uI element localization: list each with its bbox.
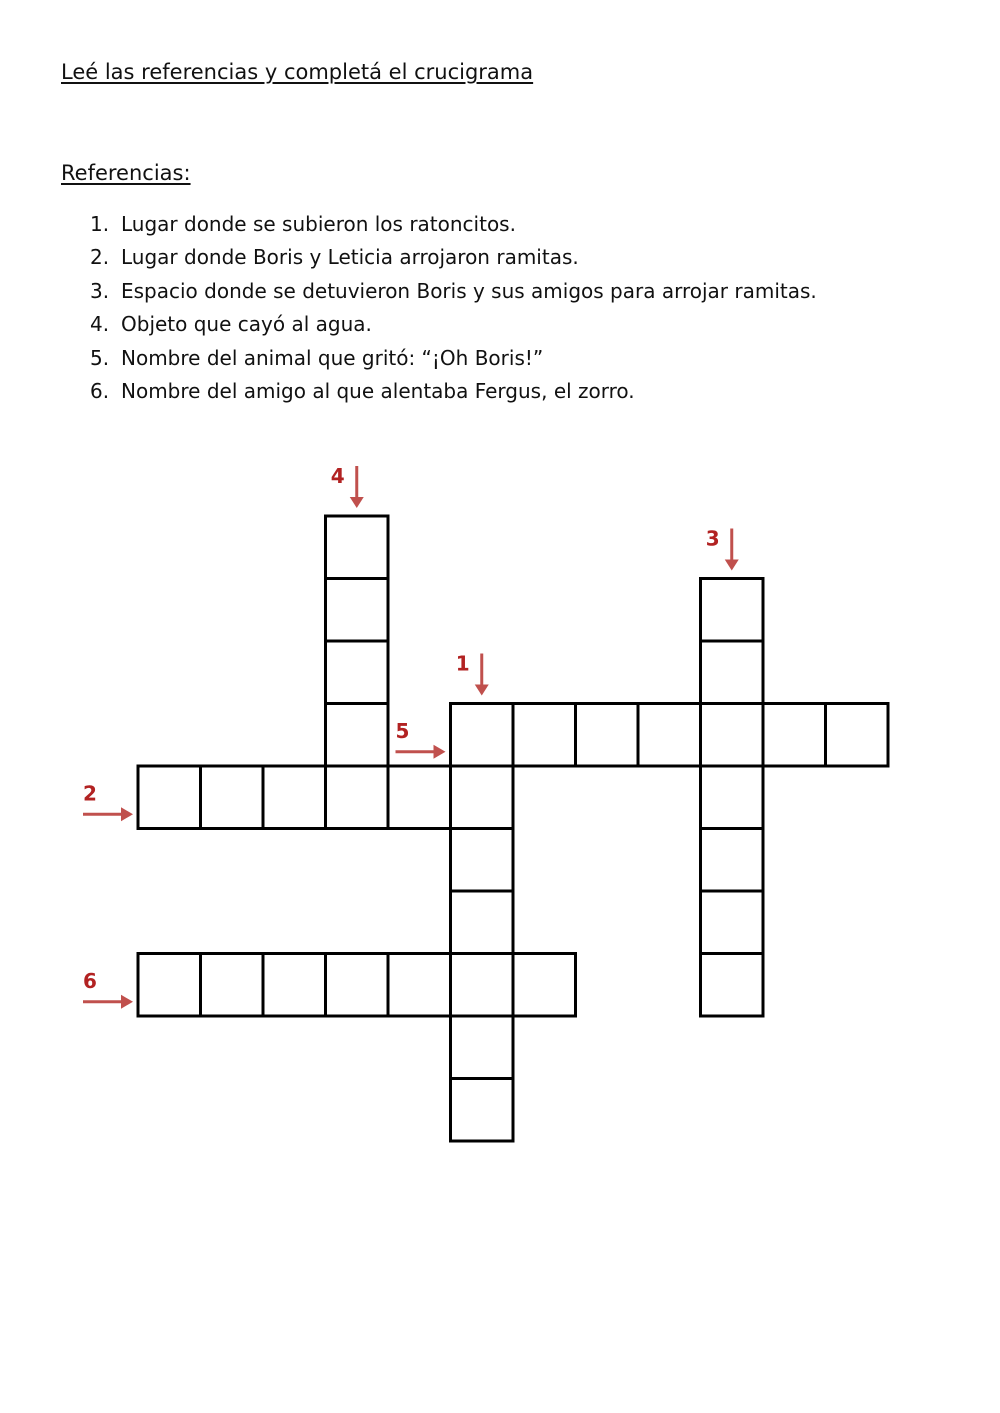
crossword-cell[interactable] [138, 766, 201, 829]
clue-arrow-2 [83, 781, 133, 821]
crossword-cell[interactable] [263, 766, 326, 829]
crossword-cell[interactable] [513, 704, 576, 767]
crossword-cell[interactable] [451, 829, 514, 892]
arrow-head-icon [121, 807, 133, 821]
crossword-cell[interactable] [326, 954, 389, 1017]
clue-text: Nombre del amigo al que alentaba Fergus, el zorro. [121, 378, 635, 403]
crossword-cell[interactable] [701, 641, 764, 704]
instruction-heading: Leé las referencias y completá el crucigrama [61, 60, 534, 84]
arrow-head-icon [350, 497, 364, 508]
crossword-cell[interactable] [701, 704, 764, 767]
crossword-cell[interactable] [326, 641, 389, 704]
crossword-cell[interactable] [701, 954, 764, 1017]
crossword-cell[interactable] [326, 579, 389, 642]
crossword-cell[interactable] [451, 704, 514, 767]
crossword-cell[interactable] [701, 891, 764, 954]
clue-marker-label: 1 [455, 651, 470, 676]
crossword-cell[interactable] [701, 829, 764, 892]
crossword-cell[interactable] [263, 954, 326, 1017]
clue-arrow-6 [83, 969, 133, 1009]
clue-marker-label: 6 [83, 968, 97, 993]
crossword-cell[interactable] [826, 704, 889, 767]
crossword-cell[interactable] [326, 516, 389, 579]
clue-number: 5. [90, 345, 110, 370]
clue-number: 4. [90, 312, 110, 337]
clue-number: 6. [90, 378, 110, 403]
crossword-cell[interactable] [451, 954, 514, 1017]
arrow-head-icon [121, 995, 133, 1009]
clue-number: 3. [90, 278, 110, 303]
crossword-cell[interactable] [201, 766, 264, 829]
crossword-cell[interactable] [451, 766, 514, 829]
crossword-cell[interactable] [201, 954, 264, 1017]
references-heading: Referencias: [61, 161, 191, 185]
crossword-cell[interactable] [326, 704, 389, 767]
crossword-cell[interactable] [451, 1079, 514, 1142]
crossword-cell[interactable] [701, 579, 764, 642]
arrow-head-icon [475, 685, 489, 696]
clue-arrow-3 [706, 527, 739, 571]
crossword-cell[interactable] [138, 954, 201, 1017]
clue-marker-label: 3 [705, 526, 720, 551]
clue-text: Lugar donde Boris y Leticia arrojaron ramitas. [121, 245, 579, 270]
clue-marker-label: 4 [330, 464, 345, 488]
clue-number: 1. [90, 212, 110, 236]
crossword-cell[interactable] [451, 1016, 514, 1079]
crossword-cell[interactable] [701, 766, 764, 829]
clue-text: Objeto que cayó al agua. [121, 312, 372, 337]
clue-number: 2. [90, 245, 110, 270]
crossword-cell[interactable] [576, 704, 639, 767]
clue-marker-label: 2 [83, 781, 97, 806]
clue-text: Espacio donde se detuvieron Boris y sus amigos para arrojar ramitas. [121, 278, 817, 303]
clue-text: Nombre del animal que gritó: “¡Oh Boris!” [121, 345, 544, 370]
clue-arrow-5 [396, 719, 446, 759]
crossword-cell[interactable] [513, 954, 576, 1017]
arrow-head-icon [725, 560, 739, 571]
crossword-cell[interactable] [326, 766, 389, 829]
clue-arrow-1 [456, 652, 489, 696]
clue-arrow-4 [331, 464, 364, 508]
crossword-cell[interactable] [388, 954, 451, 1017]
crossword-cell[interactable] [388, 766, 451, 829]
crossword-cell[interactable] [763, 704, 826, 767]
arrow-head-icon [434, 745, 446, 759]
clue-marker-label: 5 [395, 718, 410, 743]
clue-text: Lugar donde se subieron los ratoncitos. [121, 212, 516, 236]
crossword-cell[interactable] [638, 704, 701, 767]
grid-cells [138, 516, 888, 1141]
crossword-cell[interactable] [451, 891, 514, 954]
